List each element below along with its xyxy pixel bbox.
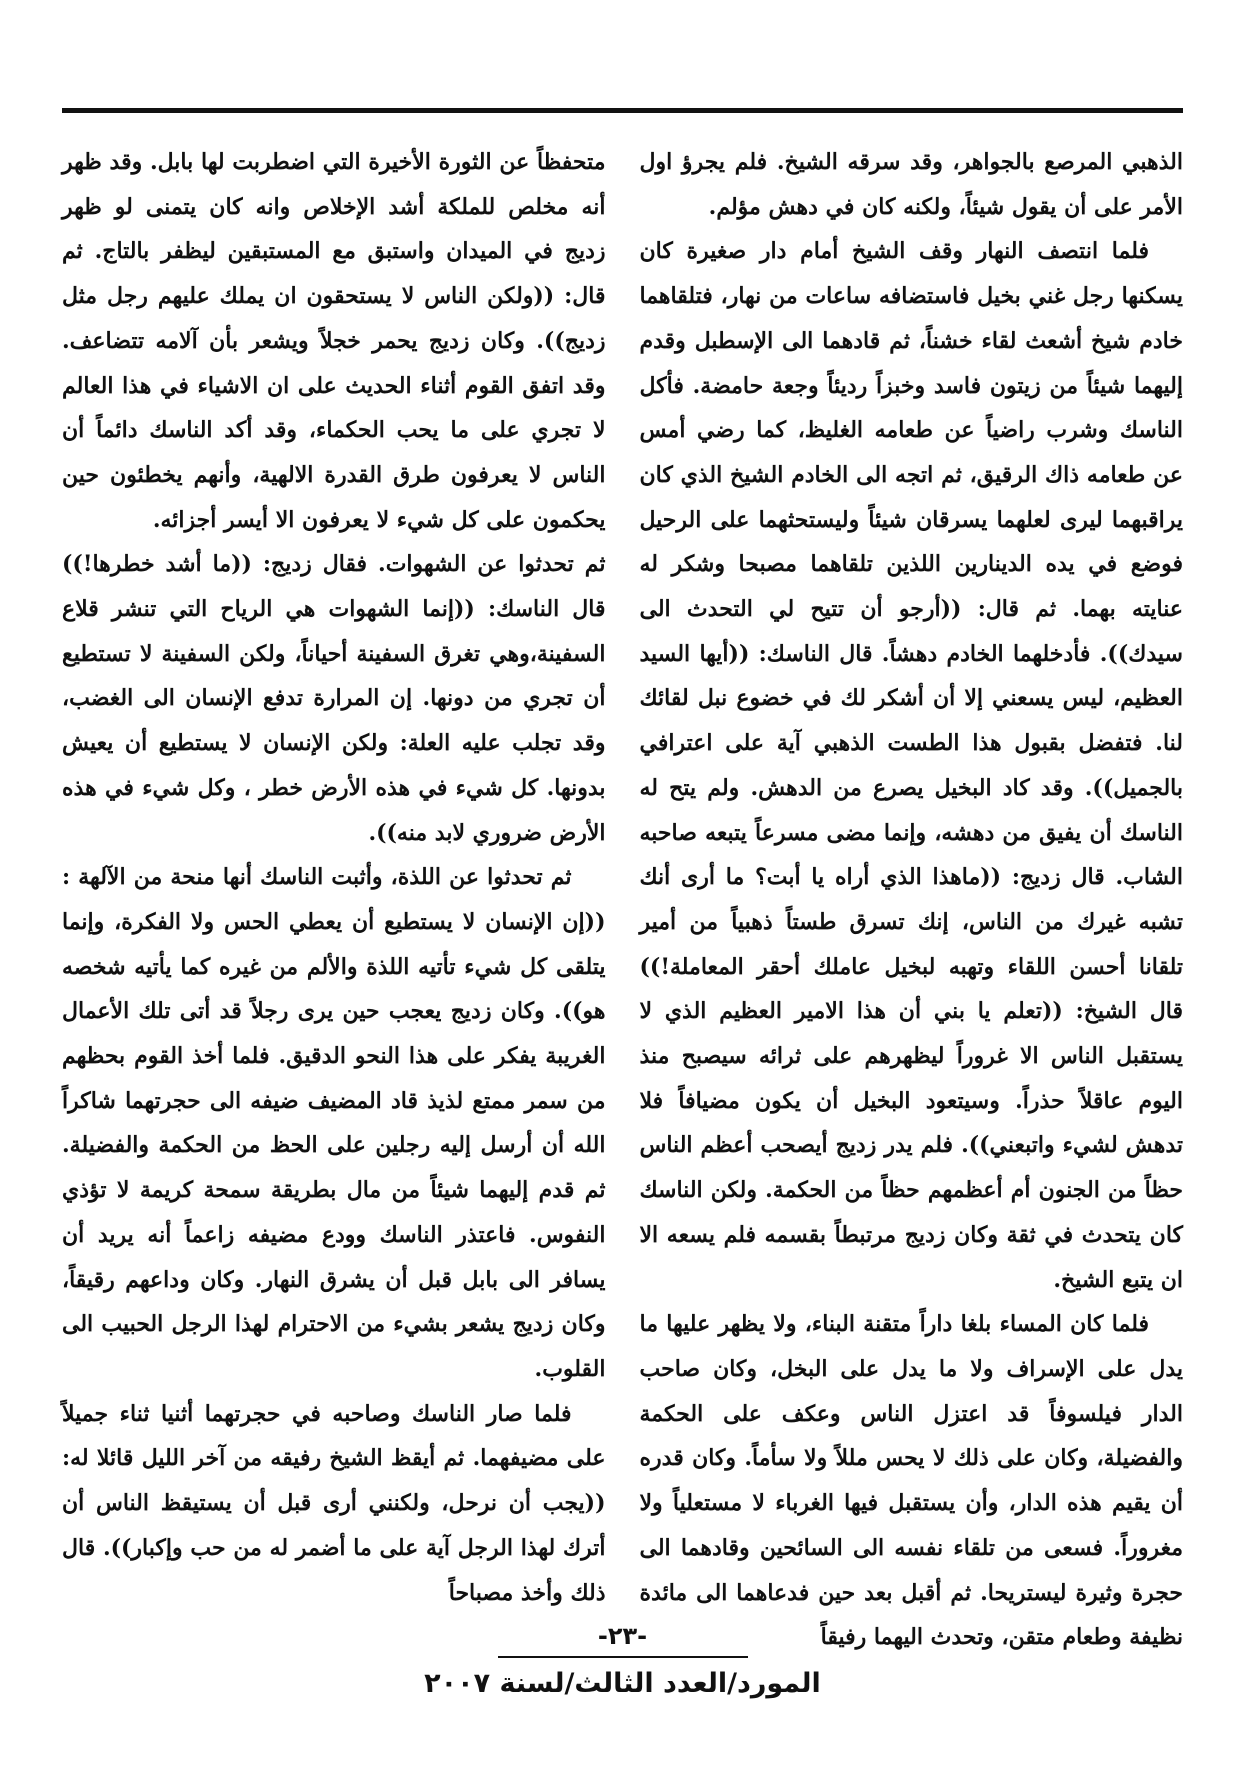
footer-rule <box>498 1656 748 1658</box>
paragraph: ثم تحدثوا عن الشهوات. فقال زديج: ((ما أشد خطرها!)) قال الناسك: ((إنما الشهوات هي الرياح التي تنشر قلاع السفينة،وهي تغرق السفينة أحياناً، ولكن السفينة لا تستطيع أن تجري من دونها. إن المرارة تدفع الإنسان الى الغضب، وقد تجلب عليه العلة: ولكن الإنسان لا يستطيع أن يعيش بدونها. كل شيء في هذه الأرض خطر ، وكل شيء في هذه الأرض ضروري لابد منه)). <box>62 551 606 846</box>
right-column <box>639 140 1184 1651</box>
paragraph: متحفظاً عن الثورة الأخيرة التي اضطربت لها بابل. وقد ظهر أنه مخلص للملكة أشد الإخلاص وانه كان يتمنى لو ظهر زديج في الميدان واستبق مع المستبقين ليظفر بالتاج. ثم قال: ((ولكن الناس لا يستحقون ان يملك عليهم رجل مثل زديج)). وكان زديج يحمر خجلاً ويشعر بأن آلامه تتضاعف. وقد اتفق القوم أثناء الحديث على ان الاشياء في هذا العالم لا تجري على ما يحب الحكماء، وقد أكد الناسك دائماً أن الناس لا يعرفون طرق القدرة الالهية، وأنهم يخطئون حين يحكمون على كل شيء لا يعرفون الا أيسر أجزائه. <box>62 149 606 533</box>
left-column <box>62 140 606 1610</box>
paragraph: فلما كان المساء بلغا داراً متقنة البناء، ولا يظهر عليها ما يدل على الإسراف ولا ما يدل على البخل، وكان صاحب الدار فيلسوفاً قد اعتزل الناس وعكف على الحكمة والفضيلة، وكان على ذلك لا يحس مللاً ولا سأماً. وكان قدره أن يقيم هذه الدار، وأن يستقبل فيها الغرباء لا مستعلياً ولا مغروراً. فسعى من تلقاء نفسه الى السائحين وقادهما الى حجرة وثيرة ليستريحا. ثم أقبل بعد حين فدعاهما الى مائدة نظيفة وطعام متقن، وتحدث اليهما رفيقاً <box>639 1311 1183 1651</box>
page-number: -٢٣- <box>597 1622 648 1650</box>
journal-citation: المورد/العدد الثالث/لسنة ٢٠٠٧ <box>424 1668 821 1699</box>
paragraph: ثم تحدثوا عن اللذة، وأثبت الناسك أنها منحة من الآلهة :((إن الإنسان لا يستطيع أن يعطي الحس ولا الفكرة، وإنما يتلقى كل شيء تأتيه اللذة والألم من غيره كما يأتيه شخصه هو)). وكان زديج يعجب حين يرى رجلاً قد أتى تلك الأعمال الغريبة يفكر على هذا النحو الدقيق. فلما أخذ القوم بحظهم من سمر ممتع لذيذ قاد المضيف ضيفه الى حجرتهما شاكراً الله أن أرسل إليه رجلين على الحظ من الحكمة والفضيلة. ثم قدم إليهما شيئاً من مال بطريقة سمحة كريمة لا تؤذي النفوس. فاعتذر الناسك وودع مضيفه زاعماً أنه يريد أن يسافر الى بابل قبل أن يشرق النهار. وكان وداعهم رقيقاً، وكان زديج يشعر بشيء من الاحترام لهذا الرجل الحبيب الى القلوب. <box>62 864 606 1382</box>
header-rule <box>62 108 1183 113</box>
paragraph: فلما صار الناسك وصاحبه في حجرتهما أثنيا ثناء جميلاً على مضيفهما. ثم أيقظ الشيخ رفيقه من آخر الليل قائلا له: ((يجب أن نرحل، ولكنني أرى قبل أن يستيقظ الناس أن أترك لهذا الرجل آية على ما أضمر له من حب وإكبار)). قال ذلك وأخذ مصباحاً <box>62 1400 606 1606</box>
paragraph: الذهبي المرصع بالجواهر، وقد سرقه الشيخ. فلم يجرؤ اول الأمر على أن يقول شيئاً، ولكنه كان في دهش مؤلم. <box>639 149 1183 220</box>
page-footer <box>0 1622 1245 1699</box>
paragraph: فلما انتصف النهار وقف الشيخ أمام دار صغيرة كان يسكنها رجل غني بخيل فاستضافه ساعات من نهار، فتلقاهما خادم شيخ أشعث لقاء خشناً، ثم قادهما الى الإسطبل وقدم إليهما شيئاً من زيتون فاسد وخبزاً رديئاً وجعة حامضة. فأكل الناسك وشرب راضياً عن طعامه الغليظ، كما رضي أمس عن طعامه ذاك الرقيق، ثم اتجه الى الخادم الشيخ الذي كان يراقبهما ليرى لعلهما يسرقان شيئاً وليستحثهما على الرحيل فوضع في يده الدينارين اللذين تلقاهما مصبحا وشكر له عنايته بهما. ثم قال: ((أرجو أن تتيح لي التحدث الى سيدك)). فأدخلهما الخادم دهشاً. قال الناسك: ((أيها السيد العظيم، ليس يسعني إلا أن أشكر لك في خضوع نبل لقائك لنا. فتفضل بقبول هذا الطست الذهبي آية على اعترافي بالجميل)). وقد كاد البخيل يصرع من الدهش. ولم يتح له الناسك أن يفيق من دهشه، وإنما مضى مسرعاً يتبعه صاحبه الشاب. قال زديج: ((ماهذا الذي أراه يا أبت؟ ما أرى أنك تشبه غيرك من الناس، إنك تسرق طستاً ذهبياً من أمير تلقانا أحسن اللقاء وتهبه لبخيل عاملك أحقر المعاملة!)) قال الشيخ: ((تعلم يا بني أن هذا الامير العظيم الذي لا يستقبل الناس الا غروراً ليظهرهم على ثرائه سيصبح منذ اليوم عاقلاً حذراً. وسيتعود البخيل أن يكون مضيافاً فلا تدهش لشيء واتبعني)). فلم يدر زديج أيصحب أعظم الناس حظاً من الجنون أم أعظمهم حظاً من الحكمة. ولكن الناسك كان يتحدث في ثقة وكان زديج مرتبطاً بقسمه فلم يسعه الا ان يتبع الشيخ. <box>639 238 1183 1293</box>
